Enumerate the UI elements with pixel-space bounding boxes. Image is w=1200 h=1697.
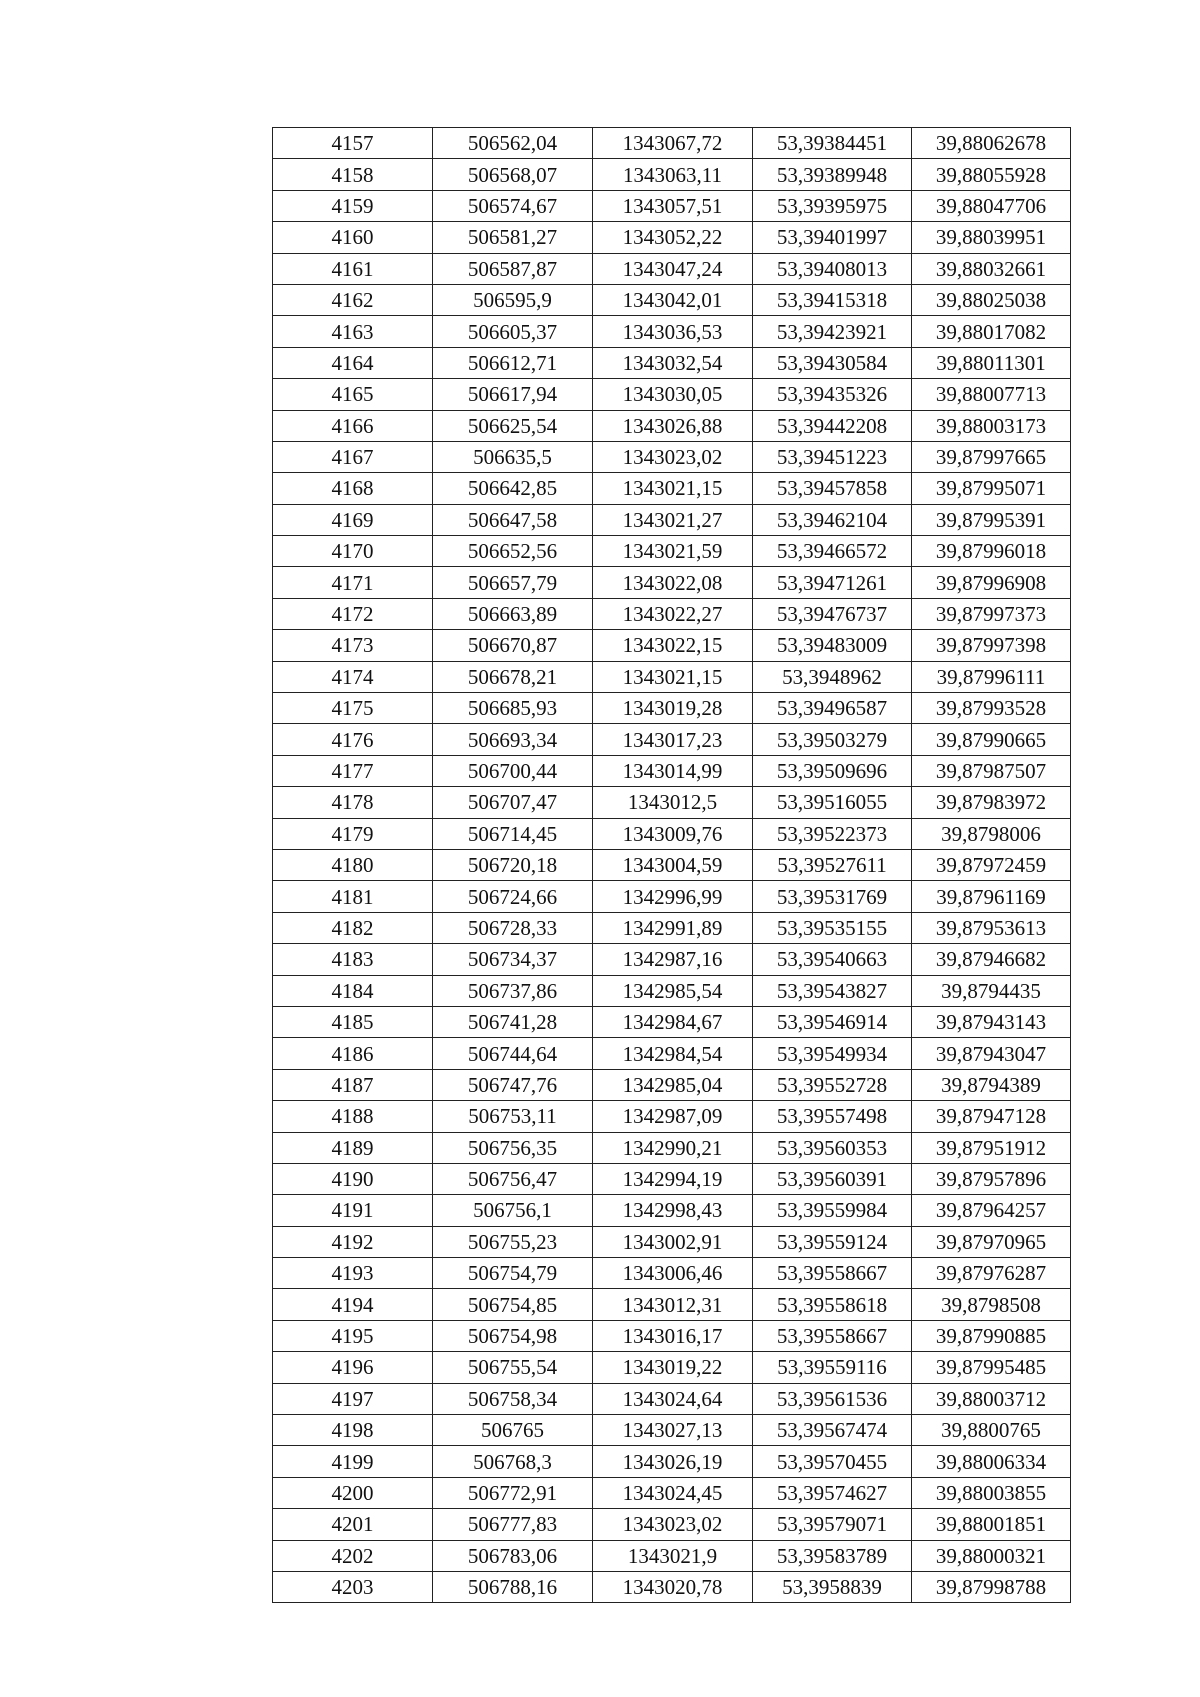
x-coordinate-cell: 506617,94 [433,379,593,410]
y-coordinate-cell: 1343024,64 [593,1383,753,1414]
latitude-cell: 53,39503279 [753,724,912,755]
latitude-cell: 53,39552728 [753,1069,912,1100]
y-coordinate-cell: 1343047,24 [593,253,753,284]
y-coordinate-cell: 1343023,02 [593,1509,753,1540]
table-row [273,1006,1071,1037]
table-row [273,347,1071,378]
longitude-cell: 39,87996018 [912,536,1071,567]
table-row [273,1132,1071,1163]
longitude-cell: 39,87997373 [912,598,1071,629]
y-coordinate-cell: 1343016,17 [593,1320,753,1351]
point-number-cell: 4191 [273,1195,433,1226]
point-number-cell: 4181 [273,881,433,912]
table-row [273,379,1071,410]
table-row [273,1101,1071,1132]
latitude-cell: 53,39546914 [753,1006,912,1037]
latitude-cell: 53,39583789 [753,1540,912,1571]
latitude-cell: 53,39408013 [753,253,912,284]
y-coordinate-cell: 1343036,53 [593,316,753,347]
table-row [273,849,1071,880]
x-coordinate-cell: 506635,5 [433,441,593,472]
x-coordinate-cell: 506625,54 [433,410,593,441]
point-number-cell: 4193 [273,1258,433,1289]
latitude-cell: 53,39384451 [753,128,912,159]
latitude-cell: 53,39496587 [753,693,912,724]
x-coordinate-cell: 506574,67 [433,190,593,221]
x-coordinate-cell: 506595,9 [433,284,593,315]
point-number-cell: 4180 [273,849,433,880]
y-coordinate-cell: 1342987,09 [593,1101,753,1132]
point-number-cell: 4174 [273,661,433,692]
table-row [273,1383,1071,1414]
x-coordinate-cell: 506642,85 [433,473,593,504]
latitude-cell: 53,39476737 [753,598,912,629]
table-row [273,818,1071,849]
y-coordinate-cell: 1343052,22 [593,222,753,253]
latitude-cell: 53,39535155 [753,912,912,943]
point-number-cell: 4158 [273,159,433,190]
latitude-cell: 53,39559124 [753,1226,912,1257]
table-row [273,1477,1071,1508]
x-coordinate-cell: 506562,04 [433,128,593,159]
y-coordinate-cell: 1343012,31 [593,1289,753,1320]
longitude-cell: 39,88006334 [912,1446,1071,1477]
latitude-cell: 53,3958839 [753,1571,912,1602]
table-row [273,222,1071,253]
table-row [273,630,1071,661]
latitude-cell: 53,39574627 [753,1477,912,1508]
latitude-cell: 53,39451223 [753,441,912,472]
y-coordinate-cell: 1343019,28 [593,693,753,724]
longitude-cell: 39,87996908 [912,567,1071,598]
latitude-cell: 53,39527611 [753,849,912,880]
latitude-cell: 53,39471261 [753,567,912,598]
longitude-cell: 39,87983972 [912,787,1071,818]
point-number-cell: 4169 [273,504,433,535]
table-row [273,536,1071,567]
longitude-cell: 39,87995391 [912,504,1071,535]
point-number-cell: 4203 [273,1571,433,1602]
longitude-cell: 39,88001851 [912,1509,1071,1540]
longitude-cell: 39,87997665 [912,441,1071,472]
x-coordinate-cell: 506753,11 [433,1101,593,1132]
y-coordinate-cell: 1342998,43 [593,1195,753,1226]
x-coordinate-cell: 506758,34 [433,1383,593,1414]
x-coordinate-cell: 506587,87 [433,253,593,284]
table-row [273,1571,1071,1602]
point-number-cell: 4172 [273,598,433,629]
y-coordinate-cell: 1342987,16 [593,944,753,975]
latitude-cell: 53,39561536 [753,1383,912,1414]
longitude-cell: 39,8798508 [912,1289,1071,1320]
table-row [273,410,1071,441]
table-row [273,284,1071,315]
y-coordinate-cell: 1343027,13 [593,1415,753,1446]
x-coordinate-cell: 506724,66 [433,881,593,912]
latitude-cell: 53,39522373 [753,818,912,849]
table-row [273,567,1071,598]
latitude-cell: 53,39579071 [753,1509,912,1540]
longitude-cell: 39,88032661 [912,253,1071,284]
point-number-cell: 4185 [273,1006,433,1037]
point-number-cell: 4187 [273,1069,433,1100]
latitude-cell: 53,39543827 [753,975,912,1006]
longitude-cell: 39,8798006 [912,818,1071,849]
latitude-cell: 53,39389948 [753,159,912,190]
x-coordinate-cell: 506581,27 [433,222,593,253]
longitude-cell: 39,87964257 [912,1195,1071,1226]
point-number-cell: 4173 [273,630,433,661]
longitude-cell: 39,88003712 [912,1383,1071,1414]
table-row [273,1540,1071,1571]
x-coordinate-cell: 506755,54 [433,1352,593,1383]
point-number-cell: 4178 [273,787,433,818]
point-number-cell: 4186 [273,1038,433,1069]
point-number-cell: 4163 [273,316,433,347]
point-number-cell: 4164 [273,347,433,378]
table-row [273,944,1071,975]
x-coordinate-cell: 506777,83 [433,1509,593,1540]
point-number-cell: 4168 [273,473,433,504]
table-row [273,159,1071,190]
point-number-cell: 4157 [273,128,433,159]
latitude-cell: 53,39516055 [753,787,912,818]
x-coordinate-cell: 506568,07 [433,159,593,190]
y-coordinate-cell: 1343057,51 [593,190,753,221]
table-row [273,1352,1071,1383]
y-coordinate-cell: 1342991,89 [593,912,753,943]
latitude-cell: 53,3948962 [753,661,912,692]
y-coordinate-cell: 1343019,22 [593,1352,753,1383]
table-row [273,787,1071,818]
longitude-cell: 39,88003855 [912,1477,1071,1508]
latitude-cell: 53,39540663 [753,944,912,975]
point-number-cell: 4197 [273,1383,433,1414]
y-coordinate-cell: 1343021,15 [593,473,753,504]
x-coordinate-cell: 506693,34 [433,724,593,755]
x-coordinate-cell: 506755,23 [433,1226,593,1257]
latitude-cell: 53,39457858 [753,473,912,504]
y-coordinate-cell: 1343024,45 [593,1477,753,1508]
longitude-cell: 39,88007713 [912,379,1071,410]
table-row [273,912,1071,943]
latitude-cell: 53,39570455 [753,1446,912,1477]
x-coordinate-cell: 506756,35 [433,1132,593,1163]
longitude-cell: 39,88017082 [912,316,1071,347]
y-coordinate-cell: 1343063,11 [593,159,753,190]
x-coordinate-cell: 506754,79 [433,1258,593,1289]
table-row [273,1163,1071,1194]
y-coordinate-cell: 1343022,15 [593,630,753,661]
table-row [273,1195,1071,1226]
y-coordinate-cell: 1342985,54 [593,975,753,1006]
longitude-cell: 39,87987507 [912,755,1071,786]
longitude-cell: 39,88062678 [912,128,1071,159]
point-number-cell: 4196 [273,1352,433,1383]
latitude-cell: 53,39483009 [753,630,912,661]
y-coordinate-cell: 1343021,9 [593,1540,753,1571]
y-coordinate-cell: 1342984,54 [593,1038,753,1069]
longitude-cell: 39,8794435 [912,975,1071,1006]
x-coordinate-cell: 506707,47 [433,787,593,818]
x-coordinate-cell: 506685,93 [433,693,593,724]
point-number-cell: 4195 [273,1320,433,1351]
x-coordinate-cell: 506765 [433,1415,593,1446]
point-number-cell: 4182 [273,912,433,943]
y-coordinate-cell: 1343021,15 [593,661,753,692]
table-row [273,1509,1071,1540]
y-coordinate-cell: 1343021,59 [593,536,753,567]
point-number-cell: 4200 [273,1477,433,1508]
latitude-cell: 53,39549934 [753,1038,912,1069]
point-number-cell: 4175 [273,693,433,724]
longitude-cell: 39,87943047 [912,1038,1071,1069]
x-coordinate-cell: 506714,45 [433,818,593,849]
point-number-cell: 4159 [273,190,433,221]
latitude-cell: 53,39395975 [753,190,912,221]
longitude-cell: 39,87951912 [912,1132,1071,1163]
longitude-cell: 39,87947128 [912,1101,1071,1132]
latitude-cell: 53,39558667 [753,1258,912,1289]
point-number-cell: 4190 [273,1163,433,1194]
latitude-cell: 53,39462104 [753,504,912,535]
x-coordinate-cell: 506756,47 [433,1163,593,1194]
x-coordinate-cell: 506663,89 [433,598,593,629]
point-number-cell: 4188 [273,1101,433,1132]
y-coordinate-cell: 1342985,04 [593,1069,753,1100]
point-number-cell: 4171 [273,567,433,598]
longitude-cell: 39,87972459 [912,849,1071,880]
longitude-cell: 39,8794389 [912,1069,1071,1100]
latitude-cell: 53,39466572 [753,536,912,567]
longitude-cell: 39,88003173 [912,410,1071,441]
point-number-cell: 4202 [273,1540,433,1571]
latitude-cell: 53,39531769 [753,881,912,912]
point-number-cell: 4177 [273,755,433,786]
y-coordinate-cell: 1343030,05 [593,379,753,410]
longitude-cell: 39,87997398 [912,630,1071,661]
x-coordinate-cell: 506772,91 [433,1477,593,1508]
latitude-cell: 53,39560391 [753,1163,912,1194]
x-coordinate-cell: 506737,86 [433,975,593,1006]
latitude-cell: 53,39559984 [753,1195,912,1226]
longitude-cell: 39,88000321 [912,1540,1071,1571]
x-coordinate-cell: 506768,3 [433,1446,593,1477]
x-coordinate-cell: 506728,33 [433,912,593,943]
y-coordinate-cell: 1343032,54 [593,347,753,378]
longitude-cell: 39,87998788 [912,1571,1071,1602]
longitude-cell: 39,87970965 [912,1226,1071,1257]
point-number-cell: 4176 [273,724,433,755]
latitude-cell: 53,39558618 [753,1289,912,1320]
longitude-cell: 39,88055928 [912,159,1071,190]
table-row [273,1069,1071,1100]
latitude-cell: 53,39435326 [753,379,912,410]
y-coordinate-cell: 1343026,19 [593,1446,753,1477]
point-number-cell: 4167 [273,441,433,472]
y-coordinate-cell: 1343014,99 [593,755,753,786]
longitude-cell: 39,87957896 [912,1163,1071,1194]
longitude-cell: 39,88039951 [912,222,1071,253]
table-row [273,504,1071,535]
y-coordinate-cell: 1343020,78 [593,1571,753,1602]
x-coordinate-cell: 506657,79 [433,567,593,598]
table-row [273,190,1071,221]
y-coordinate-cell: 1343023,02 [593,441,753,472]
longitude-cell: 39,88025038 [912,284,1071,315]
x-coordinate-cell: 506612,71 [433,347,593,378]
latitude-cell: 53,39567474 [753,1415,912,1446]
x-coordinate-cell: 506605,37 [433,316,593,347]
y-coordinate-cell: 1343009,76 [593,818,753,849]
x-coordinate-cell: 506744,64 [433,1038,593,1069]
x-coordinate-cell: 506720,18 [433,849,593,880]
point-number-cell: 4161 [273,253,433,284]
x-coordinate-cell: 506754,85 [433,1289,593,1320]
y-coordinate-cell: 1343022,08 [593,567,753,598]
latitude-cell: 53,39415318 [753,284,912,315]
x-coordinate-cell: 506652,56 [433,536,593,567]
longitude-cell: 39,87995071 [912,473,1071,504]
x-coordinate-cell: 506741,28 [433,1006,593,1037]
point-number-cell: 4184 [273,975,433,1006]
latitude-cell: 53,39557498 [753,1101,912,1132]
y-coordinate-cell: 1343002,91 [593,1226,753,1257]
longitude-cell: 39,87976287 [912,1258,1071,1289]
longitude-cell: 39,87943143 [912,1006,1071,1037]
y-coordinate-cell: 1343067,72 [593,128,753,159]
point-number-cell: 4198 [273,1415,433,1446]
table-row [273,441,1071,472]
latitude-cell: 53,39559116 [753,1352,912,1383]
table-row [273,128,1071,159]
x-coordinate-cell: 506783,06 [433,1540,593,1571]
table-row [273,975,1071,1006]
y-coordinate-cell: 1343006,46 [593,1258,753,1289]
x-coordinate-cell: 506754,98 [433,1320,593,1351]
x-coordinate-cell: 506788,16 [433,1571,593,1602]
y-coordinate-cell: 1343012,5 [593,787,753,818]
latitude-cell: 53,39430584 [753,347,912,378]
coordinates-table [272,127,1071,1603]
latitude-cell: 53,39558667 [753,1320,912,1351]
latitude-cell: 53,39423921 [753,316,912,347]
point-number-cell: 4179 [273,818,433,849]
longitude-cell: 39,88011301 [912,347,1071,378]
x-coordinate-cell: 506670,87 [433,630,593,661]
x-coordinate-cell: 506747,76 [433,1069,593,1100]
table-row [273,1415,1071,1446]
latitude-cell: 53,39442208 [753,410,912,441]
y-coordinate-cell: 1343042,01 [593,284,753,315]
latitude-cell: 53,39401997 [753,222,912,253]
x-coordinate-cell: 506700,44 [433,755,593,786]
table-row [273,724,1071,755]
latitude-cell: 53,39560353 [753,1132,912,1163]
point-number-cell: 4189 [273,1132,433,1163]
longitude-cell: 39,8800765 [912,1415,1071,1446]
table-row [273,253,1071,284]
y-coordinate-cell: 1343004,59 [593,849,753,880]
x-coordinate-cell: 506678,21 [433,661,593,692]
longitude-cell: 39,87990665 [912,724,1071,755]
longitude-cell: 39,87961169 [912,881,1071,912]
longitude-cell: 39,87996111 [912,661,1071,692]
table-row [273,755,1071,786]
y-coordinate-cell: 1343026,88 [593,410,753,441]
y-coordinate-cell: 1342984,67 [593,1006,753,1037]
table-row [273,661,1071,692]
longitude-cell: 39,87953613 [912,912,1071,943]
table-row [273,1258,1071,1289]
longitude-cell: 39,87990885 [912,1320,1071,1351]
table-row [273,1446,1071,1477]
point-number-cell: 4165 [273,379,433,410]
longitude-cell: 39,87993528 [912,693,1071,724]
table-row [273,1038,1071,1069]
y-coordinate-cell: 1342994,19 [593,1163,753,1194]
point-number-cell: 4162 [273,284,433,315]
latitude-cell: 53,39509696 [753,755,912,786]
table-row [273,1226,1071,1257]
point-number-cell: 4166 [273,410,433,441]
longitude-cell: 39,87946682 [912,944,1071,975]
table-row [273,693,1071,724]
longitude-cell: 39,88047706 [912,190,1071,221]
coordinates-table-body [273,128,1071,1603]
point-number-cell: 4183 [273,944,433,975]
x-coordinate-cell: 506734,37 [433,944,593,975]
y-coordinate-cell: 1342990,21 [593,1132,753,1163]
table-row [273,1320,1071,1351]
y-coordinate-cell: 1343022,27 [593,598,753,629]
table-row [273,473,1071,504]
y-coordinate-cell: 1343017,23 [593,724,753,755]
longitude-cell: 39,87995485 [912,1352,1071,1383]
x-coordinate-cell: 506647,58 [433,504,593,535]
point-number-cell: 4170 [273,536,433,567]
table-row [273,598,1071,629]
table-row [273,881,1071,912]
table-row [273,1289,1071,1320]
y-coordinate-cell: 1343021,27 [593,504,753,535]
point-number-cell: 4160 [273,222,433,253]
y-coordinate-cell: 1342996,99 [593,881,753,912]
table-row [273,316,1071,347]
x-coordinate-cell: 506756,1 [433,1195,593,1226]
point-number-cell: 4194 [273,1289,433,1320]
point-number-cell: 4192 [273,1226,433,1257]
point-number-cell: 4201 [273,1509,433,1540]
point-number-cell: 4199 [273,1446,433,1477]
